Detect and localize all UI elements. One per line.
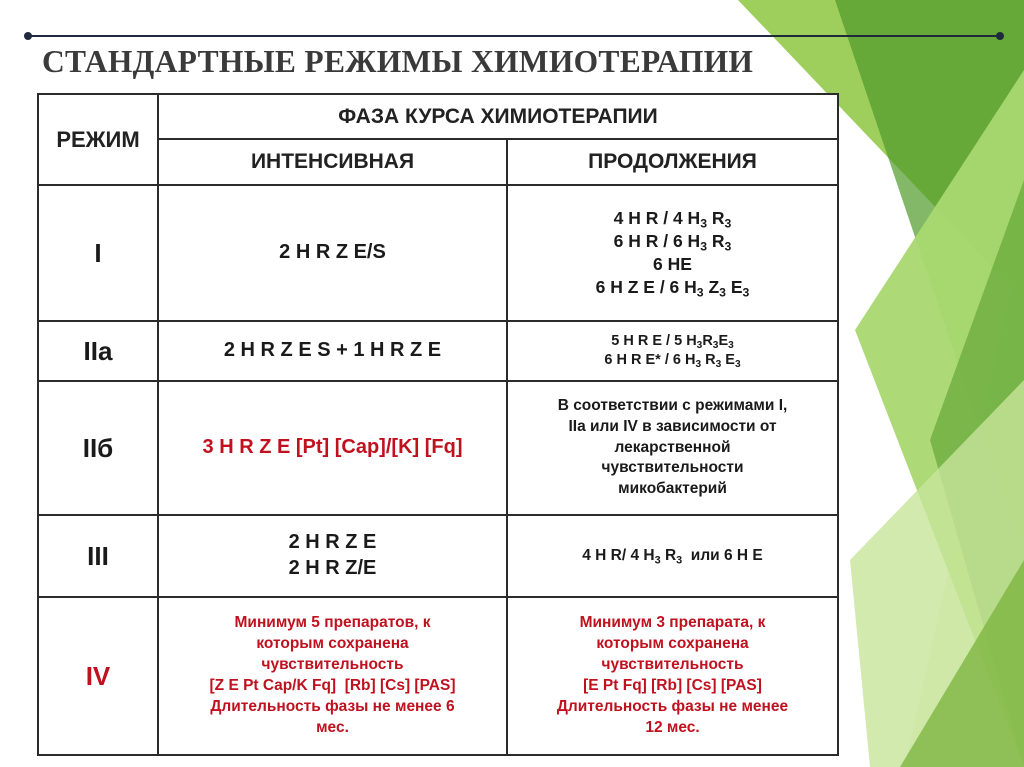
title-divider: [28, 35, 1000, 37]
header-continuation: ПРОДОЛЖЕНИЯ: [507, 139, 838, 185]
continuation-IIa: [507, 321, 838, 381]
intensive-I: [158, 185, 507, 321]
regimen-IV: IV: [38, 597, 158, 755]
intensive-IV-line-5: Длительность фазы не менее 6: [210, 697, 455, 715]
continuation-IIb-line-4: чувствительности: [601, 459, 744, 477]
continuation-IV-line-1: Минимум 3 препарата, к: [579, 614, 766, 632]
intensive-III-line-1: 2 H R Z E: [288, 531, 377, 554]
divider-dot-right: [996, 32, 1004, 40]
intensive-IV-line-3: чувствительность: [261, 656, 404, 674]
continuation-IIb-line-3: лекарственной: [614, 438, 731, 456]
continuation-I: [507, 185, 838, 321]
continuation-I-line-2: 6 H R / 6 $H_3$ $R_3$: [613, 230, 732, 254]
continuation-III-line-1: 4 H R/ 4 $H_3$ $R_3$ или 6 H E: [582, 546, 763, 566]
intensive-III-line-2: 2 H R Z/E: [288, 557, 377, 579]
intensive-III: [158, 515, 507, 597]
header-regimen: [38, 94, 158, 185]
table-row-IV: [38, 597, 838, 755]
regimen-IIb: IIб: [38, 381, 158, 515]
intensive-IIa: [158, 321, 507, 381]
regimen-III: III: [38, 515, 158, 597]
table-row-IIb: [38, 381, 838, 515]
continuation-IV-line-5: Длительность фазы не менее: [556, 697, 789, 715]
intensive-IV-line-1: Минимум 5 препаратов, к: [234, 614, 431, 632]
header-regimen-label: РЕЖИМ: [56, 126, 140, 152]
continuation-IV-line-4: [E Pt Fq] [Rb] [Cs] [PAS]: [583, 677, 762, 694]
intensive-IV: [158, 597, 507, 755]
continuation-IV-line-6: 12 мес.: [645, 718, 700, 736]
intensive-I-line-1: 2 H R Z E/S: [279, 241, 386, 264]
continuation-IIa-line-1: 5 H R E / 5 $H_3R_3E_3$: [611, 332, 734, 351]
continuation-I-line-1: 4 H R / 4 $H_3$ $R_3$: [613, 207, 732, 231]
regimen-IIa: IIa: [38, 321, 158, 381]
continuation-IIa-line-2: 6 H R E* / 6 $H_3$ $R_3$ $E_3$: [604, 352, 741, 371]
intensive-IIa-line-1: 2 H R Z E S + 1 H R Z E: [223, 339, 442, 362]
continuation-IV-line-2: которым сохранена: [596, 635, 749, 653]
table-row-III: [38, 515, 838, 597]
continuation-IV: [507, 597, 838, 755]
regimen-I: I: [38, 185, 158, 321]
intensive-IV-line-4: [Z E Pt Cap/K Fq] [Rb] [Cs] [PAS]: [209, 677, 456, 694]
intensive-IIb-line-1: 3 H R Z E [Pt] [Cap]/[K] [Fq]: [202, 436, 463, 459]
slide-title: СТАНДАРТНЫЕ РЕЖИМЫ ХИМИОТЕРАПИИ: [42, 44, 754, 79]
header-intensive: ИНТЕНСИВНАЯ: [158, 139, 507, 185]
intensive-IV-line-6: мес.: [316, 718, 349, 736]
continuation-IIb-line-1: В соответствии с режимами I,: [557, 396, 788, 414]
continuation-IIb-line-5: микобактерий: [618, 480, 727, 498]
table-row-I: [38, 185, 838, 321]
header-phase: ФАЗА КУРСА ХИМИОТЕРАПИИ: [158, 94, 838, 139]
intensive-IV-line-2: которым сохранена: [256, 635, 409, 653]
continuation-III: [507, 515, 838, 597]
continuation-IV-line-3: чувствительность: [601, 656, 744, 674]
continuation-IIb: [507, 381, 838, 515]
continuation-IIb-line-2: IIa или IV в зависимости от: [568, 417, 777, 435]
divider-dot-left: [24, 32, 32, 40]
table-row-IIa: [38, 321, 838, 381]
regimens-table: [37, 93, 839, 756]
continuation-I-line-4: 6 H Z E / 6 $H_3$ $Z_3$ $E_3$: [595, 277, 750, 300]
intensive-IIb: [158, 381, 507, 515]
continuation-I-line-3: 6 HE: [653, 254, 692, 274]
